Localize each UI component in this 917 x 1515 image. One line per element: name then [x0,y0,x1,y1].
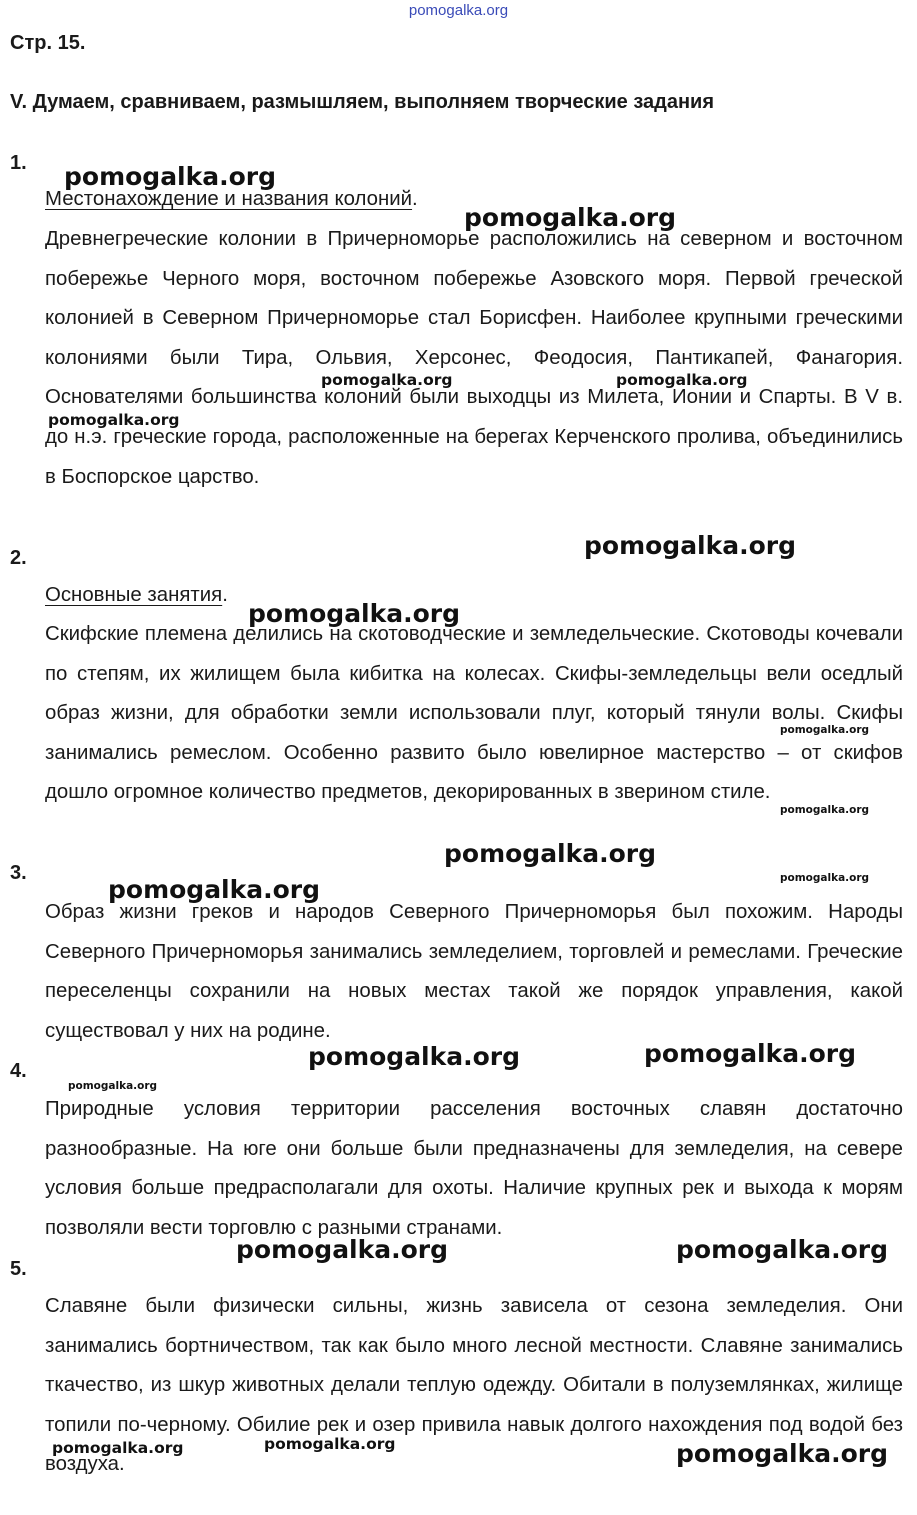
watermark-5: pomogalka.org [48,411,180,429]
watermark-6: pomogalka.org [584,531,797,560]
task-1-text: Древнегреческие колонии в Причерноморье расположились на северном и восточном побережье Черного моря, восточном побережье Азовского моря. Первой греческой колонией в Северном Причерноморье стал Борисфен. Наиболее крупными греческими колониями были Тира, Ольвия, Херсонес, Феодосия, Пантикапей, Фанагория. Основателями большинства колоний были выходцы из Милета, Ионии и Спарты. В V в. до н.э. греческие города, расположенные на берегах Керченского пролива, объединились в Боспорское царство. [45,228,903,488]
watermark-14: pomogalka.org [644,1039,857,1068]
watermark-1: pomogalka.org [64,162,277,191]
watermark-17: pomogalka.org [676,1235,889,1264]
watermark-2: pomogalka.org [464,203,677,232]
watermark-3: pomogalka.org [321,371,453,389]
watermark-19: pomogalka.org [264,1435,396,1453]
watermark-9: pomogalka.org [780,804,870,816]
watermark-16: pomogalka.org [236,1235,449,1264]
task-3-text: Образ жизни греков и народов Северного Причерноморья был похожим. Народы Северного Причерноморья занимались земледелием, торговлей и ремеслами. Греческие переселенцы сохранили на новых местах такой же порядок управления, какой существовал у них на родине. [45,901,903,1042]
task-2-subtitle: Основные занятия [45,584,223,606]
task-3-number: 3. [10,862,27,884]
section-title: V. Думаем, сравниваем, размышляем, выполняем творческие задания [10,91,715,113]
site-url[interactable]: pomogalka.org [408,2,509,19]
task-1-number: 1. [10,152,27,174]
task-4-text: Природные условия территории расселения восточных славян достаточно разнообразные. На юге они больше были предназначены для земледелия, на севере условия больше предрасполагали для охоты. Наличие крупных рек и выхода к морям позволяли вести торговлю с разными странами. [45,1098,903,1239]
task-4-number: 4. [10,1060,27,1082]
watermark-18: pomogalka.org [52,1439,184,1457]
watermark-8: pomogalka.org [780,724,870,736]
task-1-subtitle: Местонахождение и названия колоний [45,188,413,210]
task-2-text: Скифские племена делились на скотоводческие и земледельческие. Скотоводы кочевали по степям, их жилищем была кибитка на колесах. Скифы-земледельцы вели оседлый образ жизни, для обработки земли использовали плуг, который тянули волы. Скифы занимались ремеслом. Особенно развито было ювелирное мастерство – от скифов дошло огромное количество предметов, декорированных в зверином стиле. [45,623,903,804]
task-2-number: 2. [10,547,27,569]
watermark-10: pomogalka.org [444,839,657,868]
watermark-15: pomogalka.org [68,1080,158,1092]
watermark-20: pomogalka.org [676,1439,889,1468]
watermark-12: pomogalka.org [108,875,321,904]
task-5-number: 5. [10,1258,27,1280]
watermark-11: pomogalka.org [780,872,870,884]
watermark-4: pomogalka.org [616,371,748,389]
task-2-subtitle-line [45,576,903,616]
watermark-13: pomogalka.org [308,1042,521,1071]
task-5-text: Славяне были физически сильны, жизнь зависела от сезона земледелия. Они занимались бортничеством, так как было много лесной местности. Славяне занимались ткачество, из шкур животных делали теплую одежду. Обитали в полуземлянках, жилище топили по-черному. Обилие рек и озер привила навык долгого нахождения под водой без воздуха. [45,1295,903,1476]
task-2-subtitle-punct: . [222,584,228,606]
watermark-7: pomogalka.org [248,599,461,628]
task-1-subtitle-punct: . [412,188,418,210]
page-reference: Стр. 15. [10,32,86,54]
